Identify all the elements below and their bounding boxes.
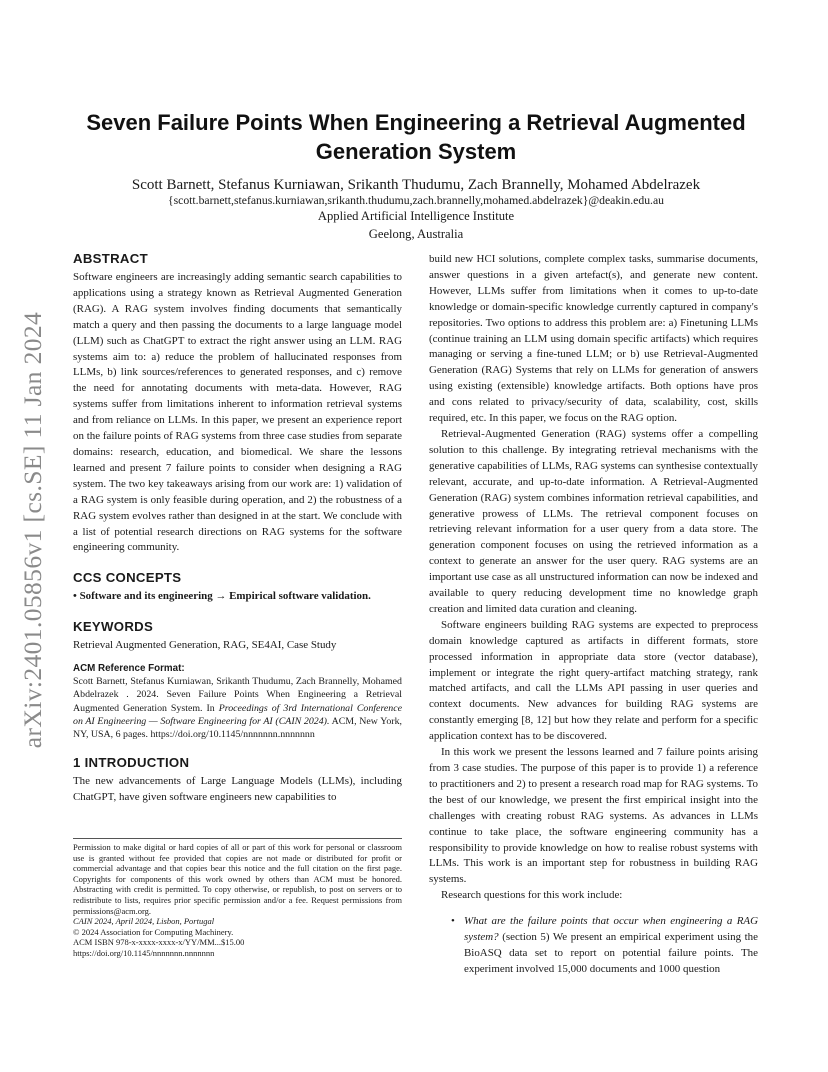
intro-paragraph-1: build new HCI solutions, complete complex tasks, summarise documents, answer questions in a given artefact(s), and generate new content. However, LLMs suffer from limitations when it comes to up-to-date knowledge or domain-specific knowledge currently captured in company's repositories. Two options to address this problem are: a) Finetuning LLMs (continue training an LLM using domain specific artifacts) which requires managing or serving a fine-tuned LLM; or b) use Retrieval-Augmented Generation (RAG) Systems that rely on LLMs for generation of answers using existing (extensible) knowledge artifacts. Both options have pros and cons related to privacy/security of data, scalability, cost, skills required, etc. In this paper, we focus on the RAG option. — [429, 253, 758, 425]
acm-reference-text — [73, 675, 402, 741]
abstract-text: Software engineers are increasingly adding semantic search capabilities to applications using a strategy known as Retrieval Augmented Generation (RAG). A RAG system involves finding documents that semantically match a query and then passing the documents to a large language model (LLM) such as ChatGPT to extract the right answer using an LLM. RAG systems aim to: a) reduce the problem of hallucinated responses from LLMs, b) link sources/references to generated responses, and c) remove the need for annotating documents with meta-data. However, RAG systems suffer from limitations inherent to information retrieval systems and from reliance on LLMs. In this paper, we present an experience report on the failure points of RAG systems from three case studies from separate domains: research, education, and biomedical. We share the lessons learned and present 7 failure points to consider when designing a RAG system. The two key takeaways arising from our work are: 1) validation of a RAG system is only feasible during operation, and 2) the robustness of a RAG system evolves rather than designed in at the start. We conclude with a list of potential research directions on RAG systems for the software engineering community. — [73, 271, 402, 554]
permission-notice: Permission to make digital or hard copies of all or part of this work for personal or classroom use is granted without fee provided that copies are not made or distributed for profit or commercial advantage and that copies bear this notice and the full citation on the first page. Copyrights for components of this work owned by others than ACM must be honored. Abstracting with credit is permitted. To copy otherwise, or republish, to post on servers or to redistribute to lists, requires prior specific permission and/or a fee. Request permissions from permissions@acm.org. — [73, 842, 402, 916]
doi-line: https://doi.org/10.1145/nnnnnnn.nnnnnnn — [73, 947, 215, 958]
abstract-heading: ABSTRACT — [73, 251, 148, 266]
intro-paragraph-2: Retrieval-Augmented Generation (RAG) systems offer a compelling solution to this challenge. By integrating retrieval mechanisms with the generative capabilities of LLMs, RAG systems can synthesise contextually relevant, accurate, and up-to-date information. A Retrieval-Augmented Generation (RAG) system combines information retrieval capabilities, and generative prowess of LLMs. The retrieval component focuses on retrieving relevant information for a user query from a data store. The generation component focuses on using the retrieved information as a context to generate an answer for the user query. RAG systems are an important use case as all unstructured information can now be indexed and available to query reducing development time no knowledge graph creation and limited data curation and cleaning. — [429, 427, 758, 615]
author-emails: {scott.barnett,stefanus.kurniawan,srikanth.thudumu,zach.brannelly,mohamed.abdelrazek}@deakin.edu.au — [167, 194, 665, 207]
ccs-text: • Software and its engineering → Empirical software validation. — [73, 590, 371, 603]
intro-paragraph-4: In this work we present the lessons learned and 7 failure points arising from 3 case studies. The purpose of this paper is to provide 1) a reference to practitioners and 2) to present a research road map for RAG systems. To the best of our knowledge, we present the first empirical insight into the challenges with creating robust RAG systems. As advances in LLMs continue to take place, the software engineering community has a responsibility to provide knowledge on how to realise robust systems with LLMs. This work is an important step for robustness in building RAG systems. — [429, 746, 758, 886]
author-list: Scott Barnett, Stefanus Kurniawan, Srikanth Thudumu, Zach Brannelly, Mohamed Abdelrazek — [131, 177, 701, 193]
isbn-line: ACM ISBN 978-x-xxxx-xxxx-x/YY/MM...$15.00 — [73, 937, 245, 948]
location: Geelong, Australia — [368, 227, 464, 241]
arxiv-identifier-text: arXiv:2401.05856v1 [cs.SE] 11 Jan 2024 — [18, 311, 47, 749]
keywords-heading: KEYWORDS — [73, 619, 154, 635]
acm-reference-publisher: ACM, New York, NY, USA, 6 pages. https://doi.org/10.1145/nnnnnnn.nnnnnnn — [73, 715, 402, 740]
copyright-line: © 2024 Association for Computing Machinery. — [73, 926, 234, 937]
right-column — [429, 252, 758, 978]
conference-line: CAIN 2024, April 2024, Lisbon, Portugal — [73, 916, 215, 927]
left-column — [73, 250, 402, 806]
research-question-description: (section 5) We present an empirical experiment using the BioASQ data set to report on potential failure points. The experiment involved 15,000 documents and 1000 question — [464, 931, 758, 975]
ccs-heading: CCS CONCEPTS — [73, 570, 182, 586]
research-question-text: What are the failure points that occur when engineering a RAG system? — [464, 915, 758, 944]
intro-paragraph-5: Research questions for this work include: — [441, 889, 623, 902]
copyright-footnote — [73, 838, 402, 959]
acm-reference-venue: Proceedings of 3rd International Conference on AI Engineering — Software Engineering for AI (CAIN 2024). — [73, 702, 403, 727]
paper-title: Seven Failure Points When Engineering a Retrieval Augmented Generation System — [86, 110, 746, 164]
acm-reference-heading: ACM Reference Format: — [73, 663, 185, 675]
introduction-text-start: The new advancements of Large Language Models (LLMs), including ChatGPT, have given software engineers new capabilities to — [73, 775, 402, 804]
acm-reference-authors: Scott Barnett, Stefanus Kurniawan, Srikanth Thudumu, Zach Brannelly, Mohamed Abdelrazek . 2024. Seven Failure Points When Engineering a Retrieval Augmented Generation System. In — [73, 676, 402, 714]
intro-paragraph-3: Software engineers building RAG systems are expected to preprocess domain knowledge captured as artifacts in different formats, store processed information in appropriate data store (vector database), implement or integrate the right query-artifact matching strategy, rank matched artifacts, and call the LLMs API passing in user queries and context documents. New advances for building RAG systems are constantly emerging [8, 12] but how they relate and perform for a specific application context has to be discovered. — [429, 618, 758, 743]
arxiv-identifier — [16, 290, 50, 770]
affiliation: Applied Artificial Intelligence Institute — [317, 209, 515, 223]
keywords-text: Retrieval Augmented Generation, RAG, SE4AI, Case Study — [73, 639, 337, 652]
bullet-marker: • — [451, 915, 455, 928]
research-question-item — [429, 914, 758, 978]
introduction-heading: 1 INTRODUCTION — [73, 755, 190, 771]
